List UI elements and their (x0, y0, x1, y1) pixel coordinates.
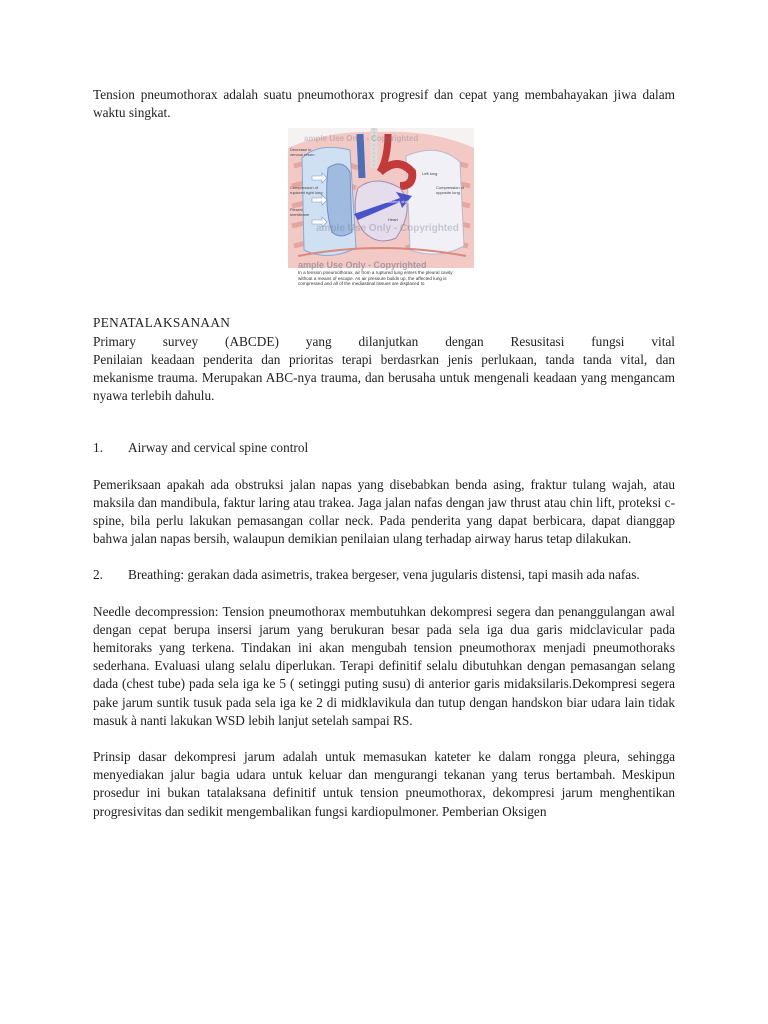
figure-caption: In a tension pneumothorax, air from a ruptured lung enters the pleural cavity without a means of escape. As air pressure builds up, the affected lung is compressed and all of the mediastinal tissues are displaced to (298, 270, 453, 286)
intro-paragraph: Tension pneumothorax adalah suatu pneumothorax progresif dan cepat yang membahayakan jiwa dalam waktu singkat. (93, 87, 675, 121)
list-item-airway (93, 439, 675, 457)
label-mediastinal-shift: Mediastinal shift (380, 199, 409, 205)
list-item-breathing (93, 566, 675, 584)
prinsip-paragraph: Prinsip dasar dekompresi jarum adalah untuk memasukan kateter ke dalam rongga pleura, sehingga menyediakan jalur bagia udara untuk keluar dan mengurangi tekanan yang terus bertambah. Meskipun prosedur ini bukan tatalaksana definitif untuk tension pneumothorax, dekompresi jarum menghentikan progresivitas dan sedikit mengembalikan fungsi kardiopulmoner. Pemberian Oksigen (93, 749, 675, 819)
list-number: 2. (93, 567, 103, 583)
label-venous-return: Decrease in venous return (290, 147, 315, 157)
list-number: 1. (93, 440, 103, 456)
label-compressed-right-lung: Compression of ruptured right lung (290, 185, 323, 195)
watermark-top: ample Use Only - Copyrighted (304, 134, 419, 144)
label-left-lung: Left lung (422, 171, 438, 177)
watermark-bottom: ample Use Only - Copyrighted (298, 260, 427, 271)
list-item-title: Airway and cervical spine control (128, 440, 309, 456)
label-opposite-lung: Compression of opposite lung (436, 185, 465, 195)
tension-pneumothorax-illustration (288, 128, 474, 292)
primary-survey-line: Primary survey (ABCDE) yang dilanjutkan dengan Resusitasi fungsi vital (93, 333, 675, 349)
list-item-text: Breathing: gerakan dada asimetris, trakea bergeser, vena jugularis distensi, tapi masih ada nafas. (128, 567, 640, 583)
needle-decompression-paragraph: Needle decompression: Tension pneumothorax membutuhkan dekompresi segera dan penanggulangan awal dengan cepat berupa insersi jarum yang berukuran besar pada sela iga dua garis midclavicular pada hemitoraks yang terkena. Tindakan ini akan mengubah tension pneumothorax menjadi pneumothoraks sederhana. Evaluasi ulang selalu diperlukan. Terapi definitif selalu dibutuhkan dengan pemasangan selang dada (chest tube) pada sela iga ke 5 ( setinggi puting susu) di anterior garis midaksilaris.Dekompresi segera pake jarum suntik tusuk pada sela iga ke 2 di midklavikula dan tutup dengan handskon biar udara lain tidak masuk à nanti lakukan WSD lebih lanjut setelah sampai RS. (93, 603, 675, 728)
primary-survey-paragraph: Penilaian keadaan penderita dan prioritas terapi berdasrkan jenis perlukaan, tanda tanda vital, dan mekanisme trauma. Merupakan ABC-nya trauma, dan berusaha untuk mengenali keadaan yang mengancam nyawa terlebih dahulu. (93, 351, 675, 404)
section-heading: PENATALAKSANAAN (93, 315, 231, 331)
label-heart: Heart (388, 217, 398, 223)
watermark-middle: ample Use Only - Copyrighted (316, 223, 459, 235)
label-pleural-membrane: Pleural membrane (290, 207, 310, 217)
document-page (93, 86, 675, 821)
airway-paragraph: Pemeriksaan apakah ada obstruksi jalan napas yang disebabkan benda asing, fraktur tulang wajah, atau maksila dan mandibula, faktur laring atau trakea. Jaga jalan nafas dengan jaw thrust atau chin lift, proteksi c-spine, bila perlu lakukan pemasangan collar neck. Pada penderita yang dapat berbicara, dapat dianggap bahwa jalan napas bersih, walaupun demikian penilaian ulang terhadap airway harus tetap dilakukan. (93, 476, 675, 547)
